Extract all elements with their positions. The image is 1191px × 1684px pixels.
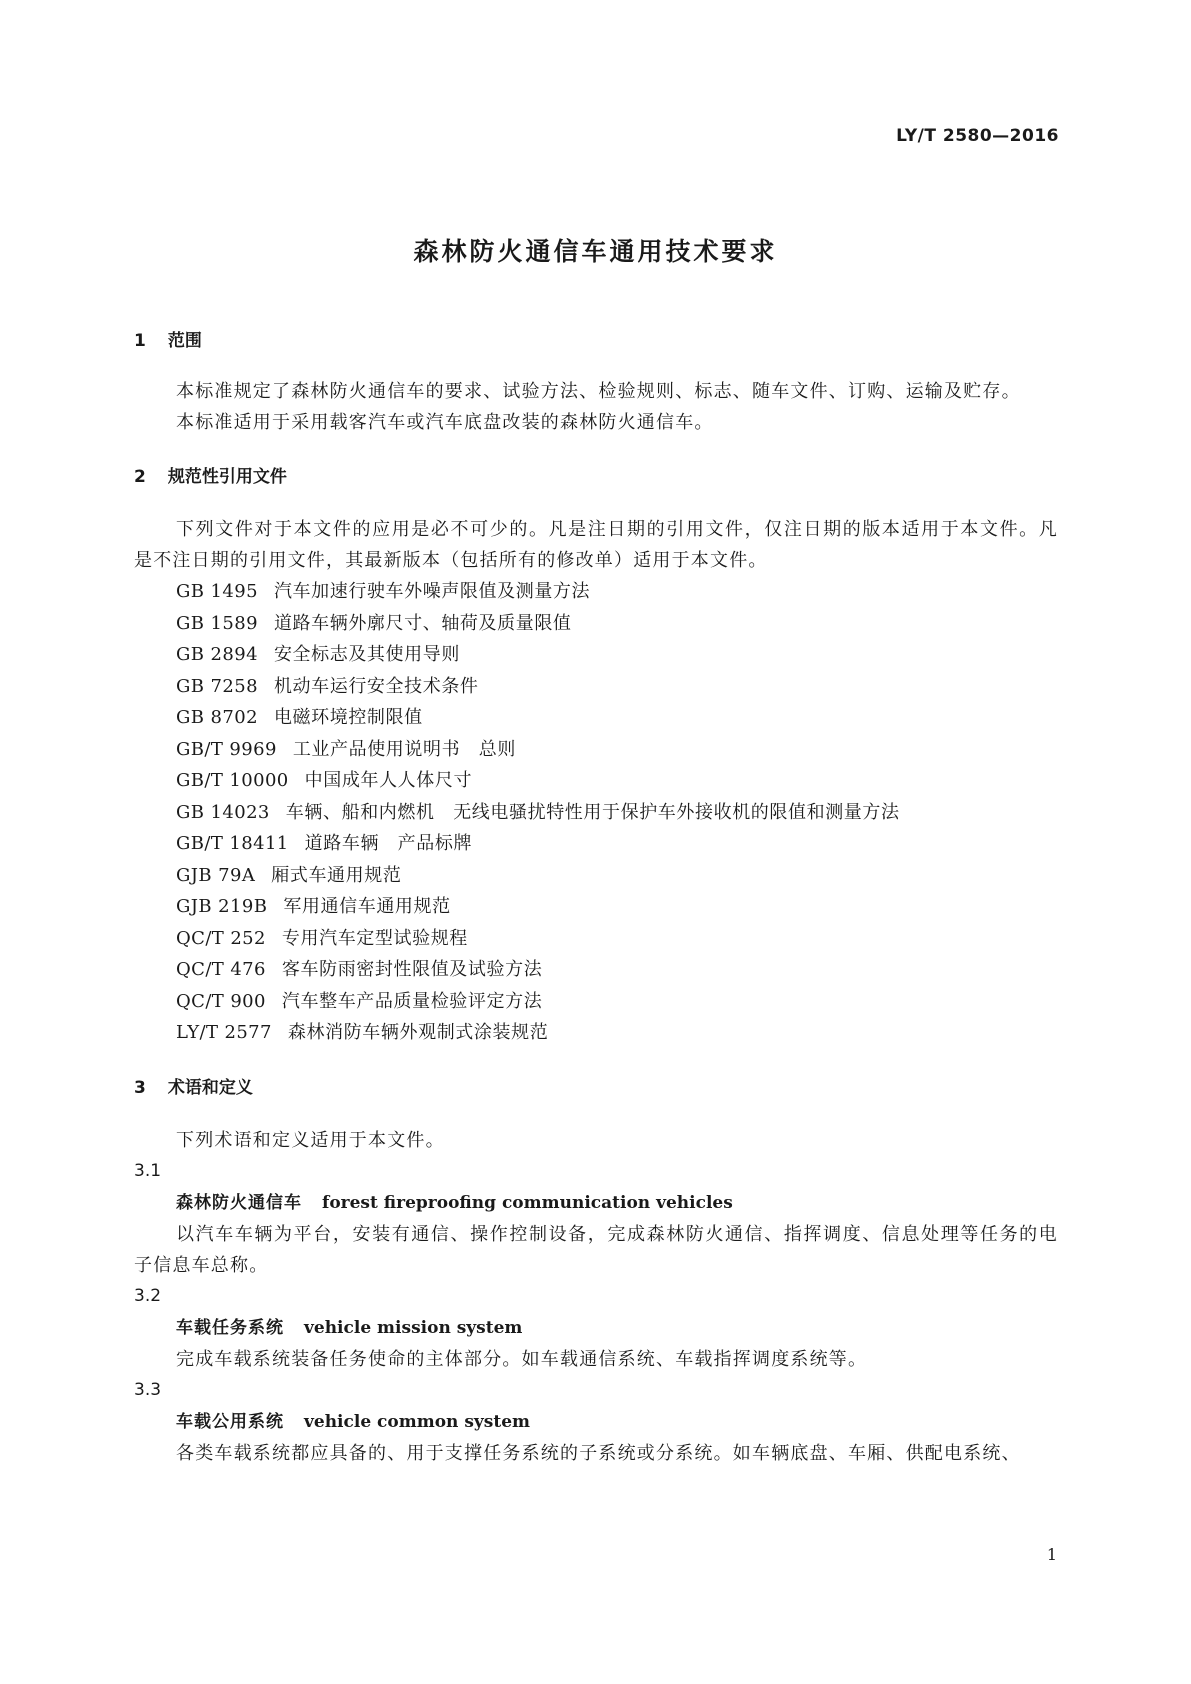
reference-item	[176, 734, 1058, 766]
reference-code: GB 14023	[176, 801, 270, 823]
reference-code: LY/T 2577	[176, 1022, 272, 1043]
reference-code: GJB 79A	[176, 864, 256, 886]
section-number: 1	[134, 331, 146, 351]
reference-title: 中国成年人人体尺寸	[304, 770, 473, 791]
paragraph: 本标准规定了森林防火通信车的要求、试验方法、检验规则、标志、随车文件、订购、运输及贮存。	[176, 381, 1021, 402]
section-1-heading	[134, 330, 1058, 352]
reference-title: 专用汽车定型试验规程	[281, 927, 468, 949]
reference-title: 车辆、船和内燃机 无线电骚扰特性用于保护车外接收机的限值和测量方法	[285, 801, 900, 823]
term-zh: 森林防火通信车	[176, 1192, 302, 1213]
section-3-heading	[134, 1077, 1058, 1099]
reference-title: 厢式车通用规范	[271, 864, 402, 886]
reference-item	[176, 986, 1058, 1018]
reference-code: QC/T 252	[176, 927, 266, 949]
standard-code: LY/T 2580—2016	[896, 126, 1059, 146]
reference-code: GJB 219B	[176, 896, 268, 917]
term-entry	[134, 1312, 1058, 1344]
reference-item	[176, 765, 1058, 797]
clause-number: 3.2	[134, 1285, 162, 1306]
document-title: 森林防火通信车通用技术要求	[413, 237, 778, 266]
term-entry	[134, 1187, 1058, 1219]
term-zh: 车载公用系统	[176, 1411, 284, 1432]
reference-title: 汽车加速行驶车外噪声限值及测量方法	[273, 581, 591, 602]
term-en: forest fireproofing communication vehicles	[322, 1192, 733, 1213]
term-definition: 各类车载系统都应具备的、用于支撑任务系统的子系统或分系统。如车辆底盘、车厢、供配电系统、	[176, 1442, 1021, 1464]
reference-code: GB 1495	[176, 581, 258, 602]
term-zh: 车载任务系统	[176, 1317, 284, 1338]
reference-code: GB 2894	[176, 644, 258, 665]
reference-title: 道路车辆 产品标牌	[304, 833, 473, 854]
reference-code: GB 1589	[176, 612, 258, 634]
reference-code: GB 7258	[176, 675, 258, 697]
reference-title: 安全标志及其使用导则	[273, 644, 460, 665]
paragraph: 下列文件对于本文件的应用是必不可少的。凡是注日期的引用文件，仅注日期的版本适用于本文件。凡是不注日期的引用文件，其最新版本（包括所有的修改单）适用于本文件。	[134, 519, 1058, 571]
reference-code: GB/T 18411	[176, 833, 289, 854]
reference-code: QC/T 476	[176, 959, 266, 980]
clause-number: 3.3	[134, 1379, 162, 1400]
reference-item	[176, 576, 1058, 608]
term-entry	[134, 1406, 1058, 1438]
reference-item	[176, 828, 1058, 860]
reference-title: 客车防雨密封性限值及试验方法	[281, 959, 543, 980]
section-2-heading	[134, 466, 1058, 488]
reference-item	[176, 923, 1058, 955]
term-en: vehicle mission system	[304, 1317, 523, 1338]
term-definition: 完成车载系统装备任务使命的主体部分。如车载通信系统、车载指挥调度系统等。	[176, 1348, 868, 1370]
reference-item	[176, 702, 1058, 734]
section-title: 术语和定义	[167, 1077, 253, 1098]
section-title: 范围	[167, 331, 202, 351]
reference-list	[134, 576, 1058, 1049]
reference-item	[176, 608, 1058, 640]
reference-code: GB 8702	[176, 707, 258, 728]
reference-item	[176, 954, 1058, 986]
reference-item	[176, 671, 1058, 703]
reference-title: 道路车辆外廓尺寸、轴荷及质量限值	[273, 612, 572, 634]
term-en: vehicle common system	[304, 1411, 531, 1432]
reference-title: 森林消防车辆外观制式涂装规范	[287, 1022, 549, 1043]
reference-item	[176, 797, 1058, 829]
reference-title: 工业产品使用说明书 总则	[292, 738, 517, 760]
reference-item	[176, 639, 1058, 671]
reference-title: 机动车运行安全技术条件	[273, 675, 479, 697]
reference-code: GB/T 10000	[176, 770, 289, 791]
reference-item	[176, 1017, 1058, 1049]
term-definition: 以汽车车辆为平台，安装有通信、操作控制设备，完成森林防火通信、指挥调度、信息处理等任务的电子信息车总称。	[134, 1223, 1058, 1276]
section-number: 2	[134, 467, 146, 487]
section-number: 3	[134, 1077, 146, 1098]
document-body	[134, 330, 1058, 1469]
reference-title: 汽车整车产品质量检验评定方法	[281, 990, 543, 1012]
page-number: 1	[1046, 1545, 1057, 1564]
reference-title: 电磁环境控制限值	[273, 707, 423, 728]
section-title: 规范性引用文件	[167, 467, 287, 487]
reference-title: 军用通信车通用规范	[283, 896, 451, 917]
reference-code: GB/T 9969	[176, 738, 277, 760]
paragraph: 本标准适用于采用载客汽车或汽车底盘改装的森林防火通信车。	[176, 412, 714, 433]
reference-code: QC/T 900	[176, 990, 266, 1012]
reference-item	[176, 891, 1058, 923]
clause-number: 3.1	[134, 1160, 162, 1181]
reference-item	[176, 860, 1058, 892]
paragraph: 下列术语和定义适用于本文件。	[176, 1129, 445, 1151]
